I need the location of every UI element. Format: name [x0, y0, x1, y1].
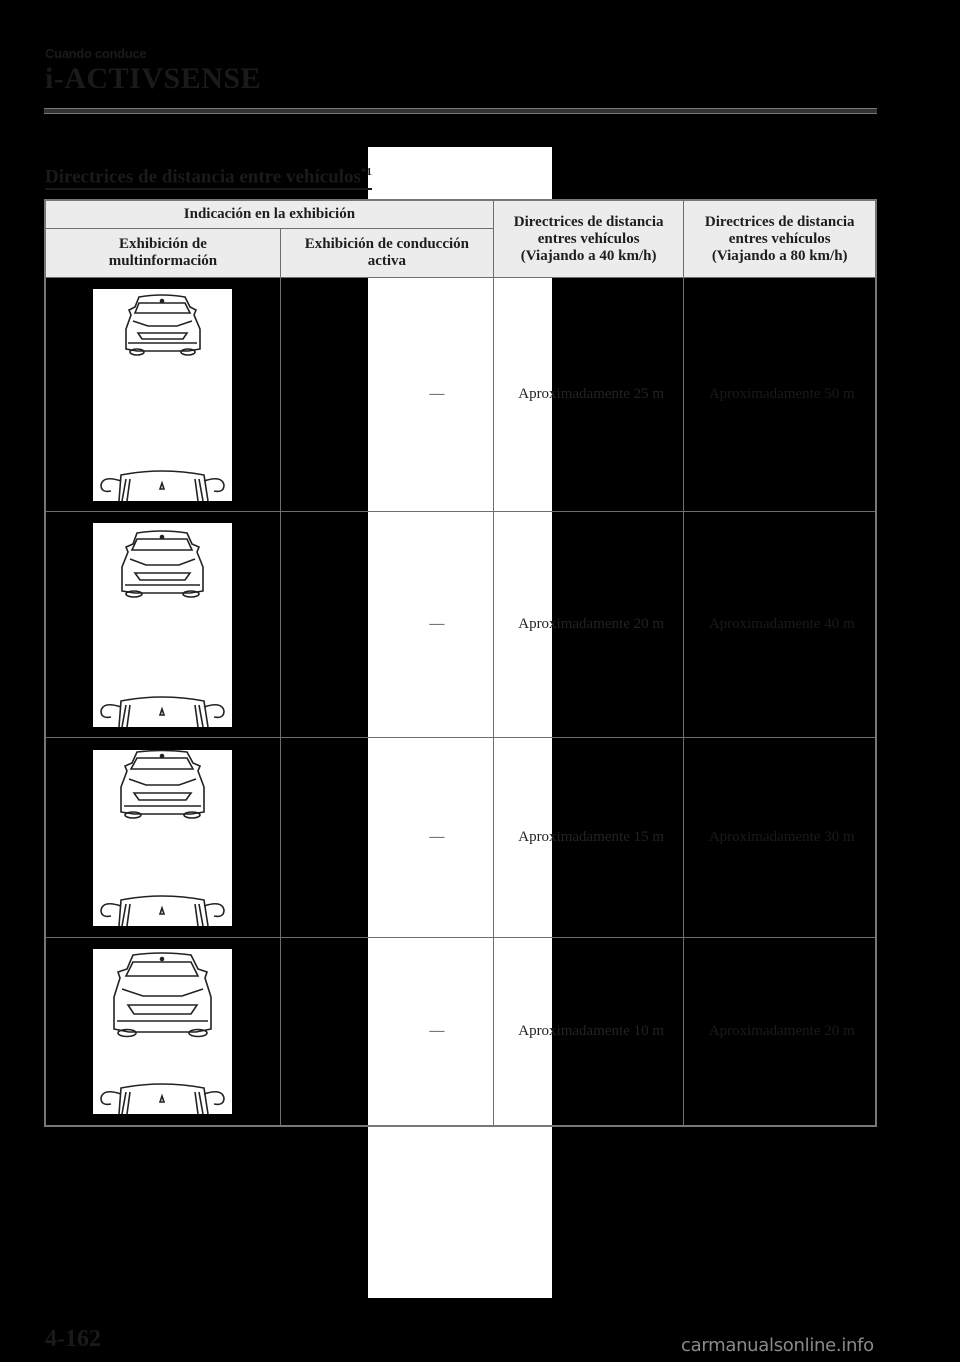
distance-40kmh-cell: [493, 278, 684, 512]
table-heading: [45, 162, 372, 190]
car-distance-far-icon: [93, 289, 232, 501]
distance-40kmh-cell: [493, 512, 684, 738]
distance-40kmh-cell: [493, 938, 684, 1127]
header-col-80kmh-line2: entres vehículos: [728, 230, 831, 247]
distance-80kmh-value: Aproximadamente 40 m: [708, 616, 855, 632]
watermark-link[interactable]: carmanualsonline.info: [681, 1335, 874, 1356]
chapter-label: Cuando conduce: [45, 46, 147, 61]
header-col-active-line2: activa: [367, 253, 407, 269]
section-title: i-ACTIVSENSE: [45, 62, 262, 95]
distance-40kmh-cell: [493, 738, 684, 938]
distance-guide-table: [44, 199, 877, 1127]
header-col-active-driving: [280, 229, 493, 278]
distance-40kmh-value: Aproximadamente 20 m: [518, 616, 665, 632]
distance-80kmh-cell: [684, 938, 876, 1127]
header-col-multiinfo-line2: multinformación: [108, 253, 218, 269]
display-image-cell: [45, 278, 280, 512]
header-col-80kmh: [684, 200, 876, 278]
distance-80kmh-cell: [684, 738, 876, 938]
header-divider: [44, 108, 877, 114]
distance-80kmh-value: Aproximadamente 20 m: [708, 1023, 855, 1039]
no-indication-dash: —: [429, 829, 445, 845]
car-distance-medium-icon: [93, 523, 232, 727]
header-col-multiinfo-line1: Exhibición de: [118, 236, 207, 252]
header-col-40kmh-line1: Directrices de distancia: [513, 213, 664, 230]
display-image-cell: [45, 738, 280, 938]
active-display-cell: [280, 512, 493, 738]
display-image-cell: [45, 512, 280, 738]
distance-40kmh-value: Aproximadamente 10 m: [518, 1023, 665, 1039]
distance-40kmh-value: Aproximadamente 25 m: [518, 386, 665, 402]
page-number: 4-162: [45, 1326, 101, 1352]
active-display-cell: [280, 738, 493, 938]
distance-40kmh-value: Aproximadamente 15 m: [518, 829, 665, 845]
header-col-active-line1: Exhibición de conducción: [304, 236, 469, 252]
header-col-multiinfo: [45, 229, 280, 278]
car-distance-near-icon: [93, 750, 232, 926]
header-col-80kmh-line1: Directrices de distancia: [704, 213, 855, 230]
distance-80kmh-cell: [684, 278, 876, 512]
header-group-display: Indicación en la exhibición: [45, 200, 493, 229]
distance-80kmh-cell: [684, 512, 876, 738]
active-display-cell: [280, 938, 493, 1127]
car-distance-closest-icon: [93, 949, 232, 1114]
no-indication-dash: —: [429, 616, 445, 632]
header-col-80kmh-line3: (Viajando a 80 km/h): [711, 247, 848, 264]
distance-80kmh-value: Aproximadamente 50 m: [708, 386, 855, 402]
no-indication-dash: —: [429, 1023, 445, 1039]
active-display-cell: [280, 278, 493, 512]
table-row: [45, 278, 876, 512]
header-col-40kmh-line3: (Viajando a 40 km/h): [520, 247, 657, 264]
header-col-40kmh: [493, 200, 684, 278]
heading-text: Directrices de distancia entre vehículos: [45, 166, 361, 188]
display-image-cell: [45, 938, 280, 1127]
table-row: [45, 512, 876, 738]
table-row: [45, 938, 876, 1127]
distance-80kmh-value: Aproximadamente 30 m: [708, 829, 855, 845]
footnote-mark: *1: [360, 166, 372, 178]
table-row: [45, 738, 876, 938]
header-col-40kmh-line2: entres vehículos: [537, 230, 640, 247]
no-indication-dash: —: [429, 386, 445, 402]
